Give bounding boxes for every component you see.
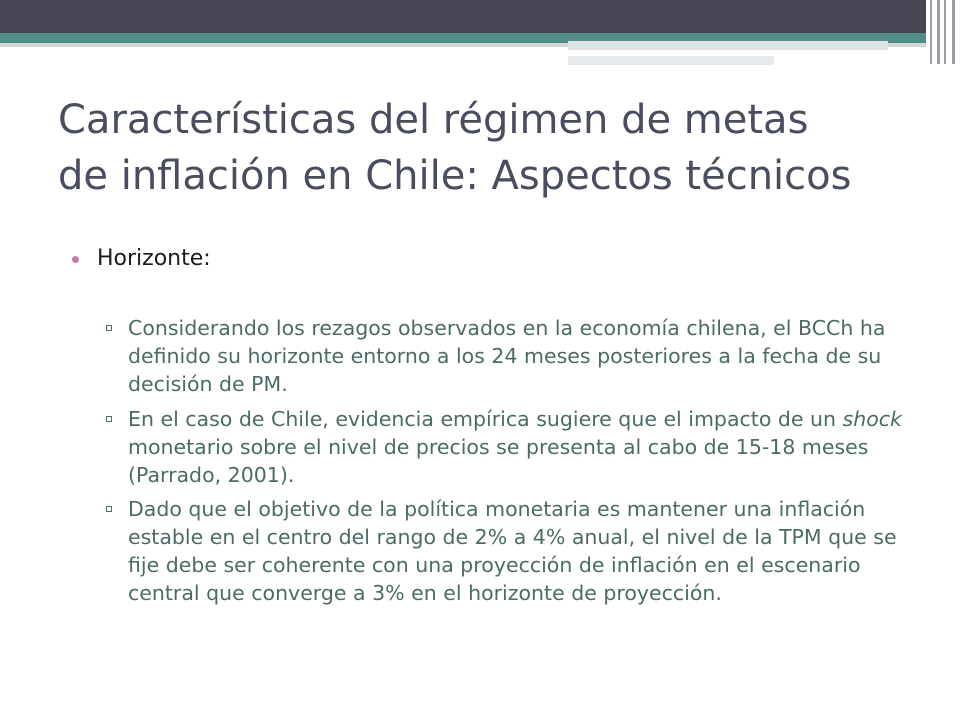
header-band-dark <box>0 0 960 33</box>
square-bullet-icon <box>106 506 112 512</box>
bullet-dot-icon <box>72 256 79 263</box>
header-corner-fill <box>914 0 926 33</box>
slide-title <box>58 92 918 204</box>
bullet-text: Horizonte: <box>97 246 211 271</box>
slide-title-line-1: Características del régimen de metas <box>58 97 809 143</box>
sub-item-2-text-after: monetario sobre el nivel de precios se presenta al cabo de 15-18 meses (Parrado, 2001). <box>128 435 869 487</box>
sub-item-2-text-before: En el caso de Chile, evidencia empírica sugiere que el impacto de un <box>128 407 843 431</box>
sub-item-1-text: Considerando los rezagos observados en la economía chilena, el BCCh ha definido su horizonte entorno a los 24 meses posteriores a la fecha de su decisión de PM. <box>128 316 886 396</box>
sub-item-2-italic: shock <box>842 407 902 431</box>
sub-item-3 <box>128 495 918 607</box>
sub-item-2 <box>128 405 918 489</box>
header-accent-bar-short <box>568 56 774 65</box>
square-bullet-icon <box>106 416 112 422</box>
header-corner-lines <box>926 0 960 64</box>
sub-item-3-text: Dado que el objetivo de la política monetaria es mantener una inflación estable en el centro del rango de 2% a 4% anual, el nivel de la TPM que se fije debe ser coherente con una proyección de inflación en el escenario central que converge a 3% en el horizonte de proyección. <box>128 497 897 605</box>
header-accent-line <box>568 50 888 52</box>
square-bullet-icon <box>106 325 112 331</box>
header-accent-bar <box>568 41 888 50</box>
slide-title-line-2: de inflación en Chile: Aspectos técnicos <box>58 153 852 199</box>
sub-item-1 <box>128 314 918 398</box>
